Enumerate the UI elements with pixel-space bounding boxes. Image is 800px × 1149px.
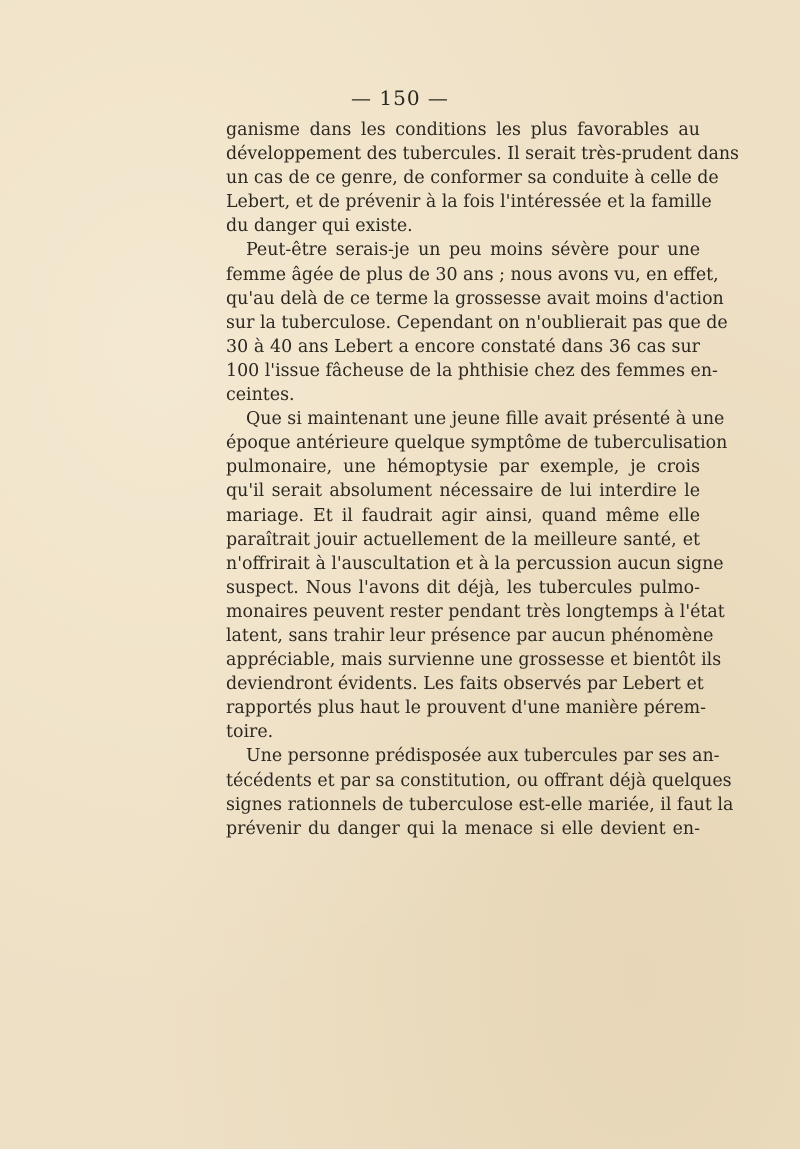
text-line: suspect. Nous l'avons dit déjà, les tubercules pulmo-: [226, 577, 700, 598]
text-line: femme âgée de plus de 30 ans ; nous avons vu, en effet,: [226, 264, 719, 285]
page-number: — 150 —: [351, 86, 449, 110]
text-line: appréciable, mais survienne une grossesse et bientôt ils: [226, 650, 722, 671]
text-line: développement des tubercules. Il serait très-prudent dans: [226, 144, 739, 165]
text-line: sur la tuberculose. Cependant on n'oublierait pas que de: [226, 312, 728, 333]
body-text: [226, 118, 739, 841]
paragraph: [226, 238, 728, 407]
text-line: paraîtrait jouir actuellement de la meilleure santé, et: [226, 529, 700, 550]
paragraph: [226, 118, 739, 238]
text-line: Peut-être serais-je un peu moins sévère pour une: [246, 240, 700, 261]
text-line: latent, sans trahir leur présence par aucun phénomène: [226, 625, 714, 646]
text-line: ganisme dans les conditions les plus favorables au: [226, 120, 700, 140]
text-line: ceintes.: [226, 385, 295, 406]
text-line: mariage. Et il faudrait agir ainsi, quand même elle: [226, 505, 700, 526]
text-line: 100 l'issue fâcheuse de la phthisie chez des femmes en-: [226, 360, 718, 381]
text-line: rapportés plus haut le prouvent d'une manière pérem-: [226, 698, 707, 719]
text-line: du danger qui existe.: [226, 216, 413, 237]
text-line: monaires peuvent rester pendant très longtemps à l'état: [226, 601, 725, 622]
text-line: qu'il serait absolument nécessaire de lui interdire le: [226, 481, 700, 502]
text-line: signes rationnels de tuberculose est-elle mariée, il faut la: [226, 794, 734, 815]
text-line: Lebert, et de prévenir à la fois l'intéressée et la famille: [226, 192, 712, 213]
text-line: prévenir du danger qui la menace si elle devient en-: [226, 818, 700, 839]
text-line: toire.: [226, 722, 274, 743]
text-line: pulmonaire, une hémoptysie par exemple, je crois: [226, 457, 700, 478]
text-line: Que si maintenant une jeune fille avait présenté à une: [246, 409, 725, 430]
text-line: un cas de ce genre, de conformer sa conduite à celle de: [226, 168, 719, 189]
text-line: n'offrirait à l'auscultation et à la percussion aucun signe: [226, 553, 724, 574]
text-line: qu'au delà de ce terme la grossesse avait moins d'action: [226, 288, 724, 309]
paragraph: [226, 407, 728, 744]
paragraph: [226, 744, 734, 840]
text-line: deviendront évidents. Les faits observés par Lebert et: [226, 674, 704, 695]
text-line: Une personne prédisposée aux tubercules par ses an-: [246, 746, 720, 767]
text-line: técédents et par sa constitution, ou offrant déjà quelques: [226, 770, 732, 791]
text-line: 30 à 40 ans Lebert a encore constaté dans 36 cas sur: [226, 336, 700, 357]
text-line: époque antérieure quelque symptôme de tuberculisation: [226, 433, 728, 454]
